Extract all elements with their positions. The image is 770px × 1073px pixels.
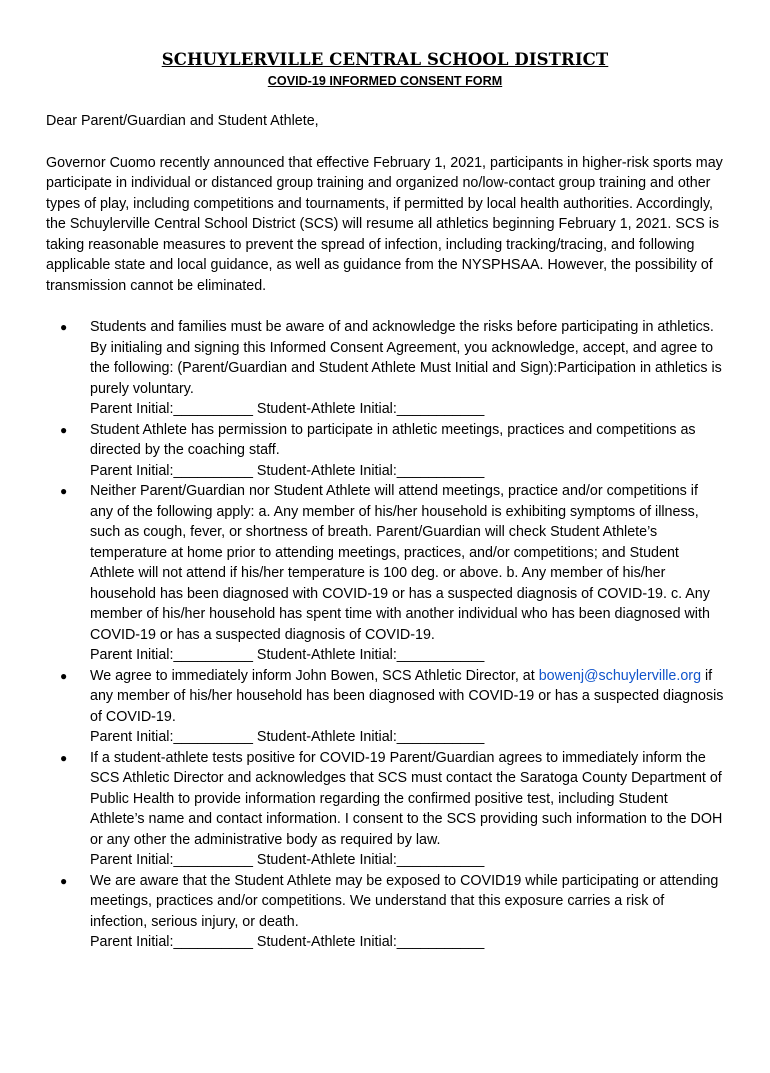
greeting: Dear Parent/Guardian and Student Athlete, [46, 113, 319, 129]
list-item-text: Students and families must be aware of and acknowledge the risks before participating in athletics. By initialing and signing this Informed Consent Agreement, you acknowledge, accept, and agree to the following: (Parent/Guardian and Student Athlete Must Initial and Sign):Participation in athletics is purely voluntary. [90, 319, 722, 397]
list-item [46, 871, 724, 953]
form-title: COVID-19 INFORMED CONSENT FORM [267, 74, 503, 88]
list-item-text: If a student-athlete tests positive for COVID-19 Parent/Guardian agrees to immediately inform the SCS Athletic Director and acknowledges that SCS must contact the Saratoga County Department of Public Health to provide information regarding the confirmed positive test, including Student Athlete’s name and contact information. I consent to the SCS providing such information to the DOH or any other the administrative body as required by law. [90, 749, 723, 848]
list-item-text: Neither Parent/Guardian nor Student Athlete will attend meetings, practice and/or competitions if any of the following apply: a. Any member of his/her household is exhibiting symptoms of illness, such as cough, fever, or shortness of breath. Parent/Guardian will check Student Athlete’s temperature at home prior to attending meetings, practices, and/or competitions; and Student Athlete will not attend if his/her temperature is 100 deg. or above. b. Any member of his/her household has been diagnosed with COVID-19 or has a suspected diagnosis of COVID-19. c. Any member of his/her household has spent time with another individual who has been diagnosed with COVID-19 or has a suspected diagnosis of COVID-19. [90, 483, 710, 643]
initials-line[interactable]: Parent Initial:__________ Student-Athlete Initial:___________ [90, 729, 485, 745]
list-item [46, 420, 724, 482]
bullet-icon: ● [60, 668, 68, 683]
list-item [46, 481, 724, 666]
list-item-text: We are aware that the Student Athlete may be exposed to COVID19 while participating or attending meetings, practices and/or competitions. We understand that this exposure carries a risk of infection, serious injury, or death. [90, 872, 719, 930]
list-item [46, 666, 724, 748]
initials-line[interactable]: Parent Initial:__________ Student-Athlete Initial:___________ [90, 934, 485, 950]
consent-form-page [0, 49, 770, 1073]
district-title: SCHUYLERVILLE CENTRAL SCHOOL DISTRICT [161, 50, 609, 69]
intro-paragraph: Governor Cuomo recently announced that effective February 1, 2021, participants in higher-risk sports may participate in individual or distanced group training and organized no/low-contact group training and other types of play, including competitions and tournaments, if permitted by local health authorities. Accordingly, the Schuylerville Central School District (SCS) will resume all athletics beginning February 1, 2021. SCS is taking reasonable measures to prevent the spread of infection, including tracking/tracing, and following applicable state and local guidance, as well as guidance from the NYSPHSAA. However, the possibility of transmission cannot be eliminated. [46, 154, 723, 294]
list-item-text-before: We agree to immediately inform John Bowen, SCS Athletic Director, at [90, 667, 539, 684]
bullet-icon: ● [60, 422, 68, 437]
initials-line[interactable]: Parent Initial:__________ Student-Athlete Initial:___________ [90, 401, 485, 417]
list-item [46, 748, 724, 871]
consent-list [46, 317, 724, 953]
director-email-link[interactable]: bowenj@schuylerville.org [538, 667, 702, 684]
initials-line[interactable]: Parent Initial:__________ Student-Athlete Initial:___________ [90, 647, 485, 663]
initials-line[interactable]: Parent Initial:__________ Student-Athlete Initial:___________ [90, 462, 485, 479]
list-item-text: Student Athlete has permission to participate in athletic meetings, practices and competitions as directed by the coaching staff. [90, 421, 696, 458]
list-item-text-after: if any member of his/her household has been diagnosed with COVID-19 or has a suspected diagnosis of COVID-19. [90, 667, 724, 725]
initials-line[interactable]: Parent Initial:__________ Student-Athlete Initial:___________ [90, 852, 485, 868]
bullet-icon: ● [60, 873, 68, 888]
list-item [46, 317, 724, 420]
bullet-icon: ● [60, 320, 68, 334]
bullet-icon: ● [60, 484, 68, 498]
bullet-icon: ● [60, 750, 68, 765]
